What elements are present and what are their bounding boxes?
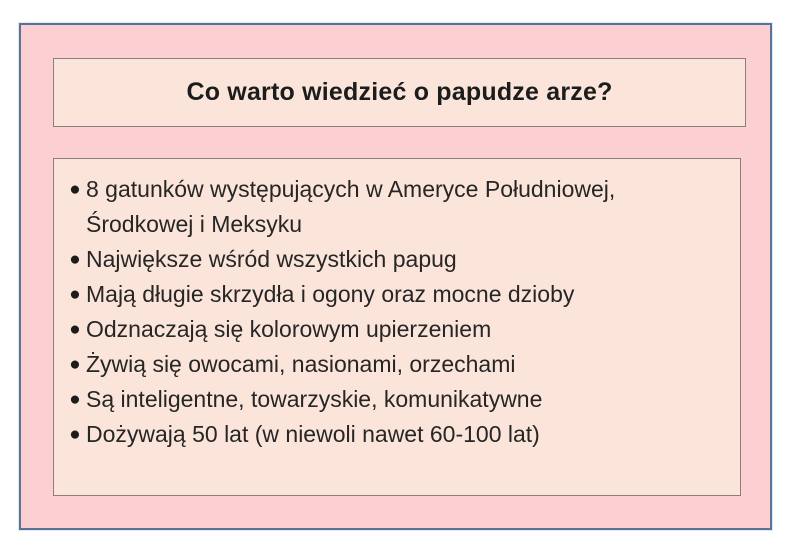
bullet-icon: ● bbox=[69, 354, 81, 375]
list-item-text: Mają długie skrzydła i ogony oraz mocne dzioby bbox=[86, 281, 575, 307]
content-card bbox=[19, 23, 772, 530]
list-item-text: Żywią się owocami, nasionami, orzechami bbox=[86, 351, 516, 377]
bullet-icon: ● bbox=[69, 319, 81, 340]
list-item bbox=[64, 242, 726, 277]
list-item bbox=[64, 277, 726, 312]
facts-list-box bbox=[53, 158, 741, 496]
list-item-text: 8 gatunków występujących w Ameryce Południowej, Środkowej i Meksyku bbox=[86, 176, 616, 237]
list-item bbox=[64, 417, 726, 452]
list-item-text: Są inteligentne, towarzyskie, komunikatywne bbox=[86, 386, 543, 412]
list-item-text: Dożywają 50 lat (w niewoli nawet 60-100 lat) bbox=[86, 421, 540, 447]
bullet-icon: ● bbox=[69, 179, 81, 200]
list-item bbox=[64, 312, 726, 347]
bullet-icon: ● bbox=[69, 284, 81, 305]
list-item bbox=[64, 347, 726, 382]
facts-list bbox=[64, 172, 726, 452]
page-title: Co warto wiedzieć o papudze arze? bbox=[186, 78, 613, 106]
list-item-text: Odznaczają się kolorowym upierzeniem bbox=[86, 316, 492, 342]
list-item bbox=[64, 172, 726, 242]
list-item bbox=[64, 382, 726, 417]
title-box bbox=[53, 58, 746, 127]
bullet-icon: ● bbox=[69, 389, 81, 410]
bullet-icon: ● bbox=[69, 424, 81, 445]
list-item-text: Największe wśród wszystkich papug bbox=[86, 246, 457, 272]
bullet-icon: ● bbox=[69, 249, 81, 270]
